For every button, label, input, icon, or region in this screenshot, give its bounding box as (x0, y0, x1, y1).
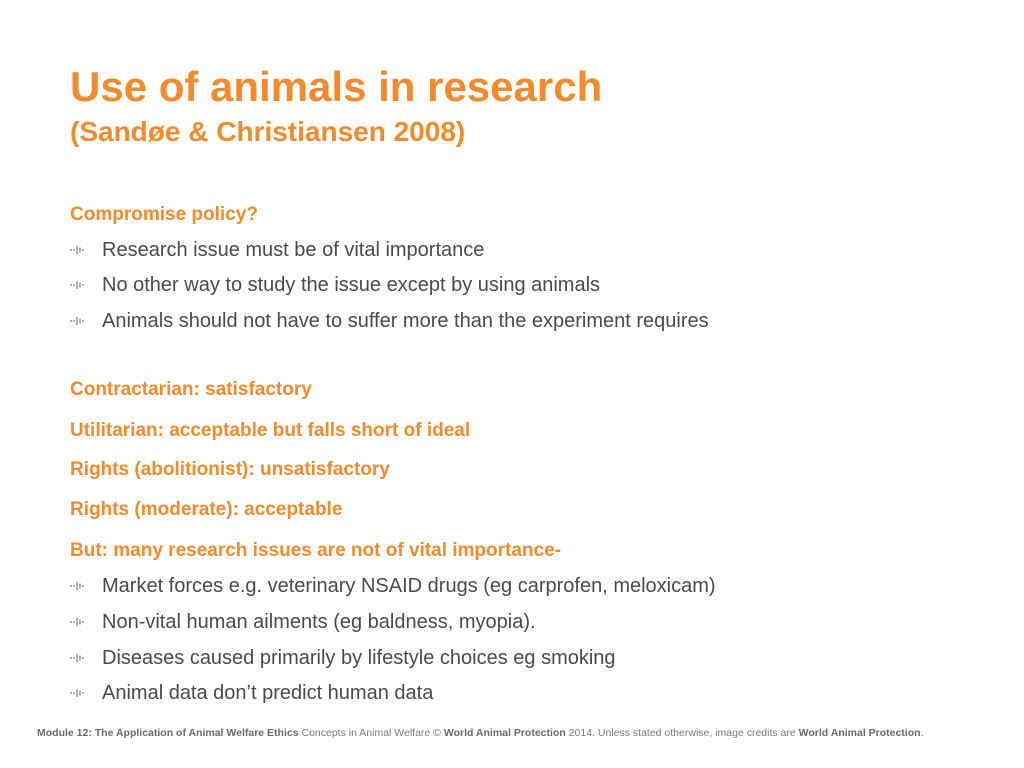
footer-concepts: Concepts in Animal Welfare © (298, 727, 444, 739)
list-item (70, 237, 484, 263)
list-item (70, 609, 536, 635)
slide-footer (37, 726, 924, 740)
arrow-bullet-icon (70, 279, 84, 291)
rights-moderate-line: Rights (moderate): acceptable (70, 499, 343, 520)
footer-end: . (920, 727, 924, 739)
arrow-bullet-icon (70, 244, 84, 256)
list-item (70, 680, 433, 706)
list-item (70, 308, 709, 334)
bullet-text: Research issue must be of vital importance (102, 239, 485, 261)
but-heading: But: many research issues are not of vital importance- (70, 540, 561, 561)
slide-subtitle: (Sandøe & Christiansen 2008) (70, 116, 466, 147)
footer-module: Module 12: The Application of Animal Welfare Ethics (37, 727, 299, 739)
footer-credit-org: World Animal Protection (798, 727, 921, 739)
arrow-bullet-icon (70, 315, 84, 327)
footer-org: World Animal Protection (443, 727, 566, 739)
arrow-bullet-icon (70, 616, 84, 628)
list-item (70, 645, 616, 671)
bullet-text: Animals should not have to suffer more than the experiment requires (102, 310, 709, 332)
slide-title: Use of animals in research (70, 63, 603, 110)
bullet-text: Animal data don’t predict human data (102, 682, 434, 704)
bullet-text: Non-vital human ailments (eg baldness, myopia). (102, 611, 536, 633)
bullet-text: No other way to study the issue except by using animals (102, 274, 601, 296)
footer-year: 2014. Unless stated otherwise, image credits are (565, 727, 799, 739)
compromise-heading: Compromise policy? (70, 204, 258, 225)
utilitarian-line: Utilitarian: acceptable but falls short of ideal (70, 420, 471, 441)
bullet-text: Diseases caused primarily by lifestyle choices eg smoking (102, 647, 616, 669)
rights-abolitionist-line: Rights (abolitionist): unsatisfactory (70, 459, 390, 480)
arrow-bullet-icon (70, 687, 84, 699)
arrow-bullet-icon (70, 580, 84, 592)
list-item (70, 272, 600, 298)
bullet-text: Market forces e.g. veterinary NSAID drugs (eg carprofen, meloxicam) (102, 575, 716, 597)
contractarian-line: Contractarian: satisfactory (70, 379, 312, 400)
list-item (70, 573, 716, 599)
arrow-bullet-icon (70, 652, 84, 664)
